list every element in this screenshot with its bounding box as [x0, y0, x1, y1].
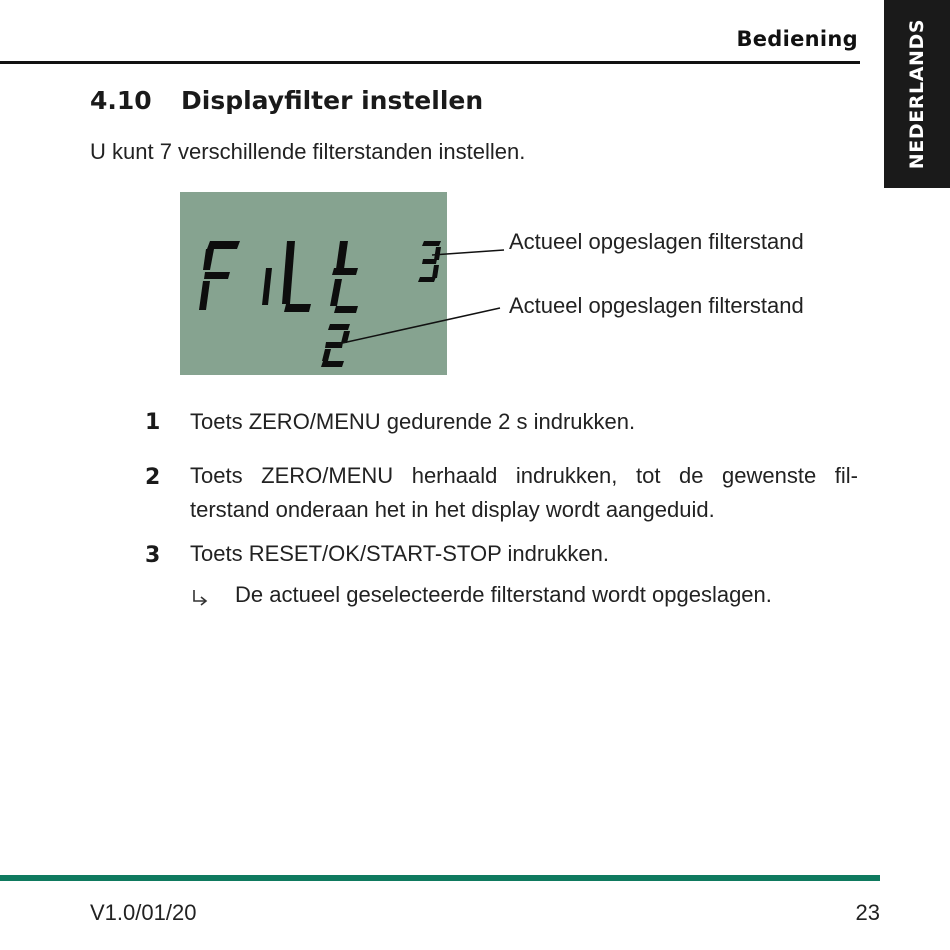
step-text-line: Toets ZERO/MENU herhaald indrukken, tot de gewenste fil-: [190, 463, 858, 488]
language-tab-label: NEDERLANDS: [906, 18, 928, 170]
result-arrow-icon: [190, 588, 212, 612]
lcd-screen: [180, 192, 447, 375]
section-number: 4.10: [90, 86, 152, 115]
step-number: 1: [145, 410, 161, 435]
result-text: De actueel geselecteerde filterstand wordt opgeslagen.: [235, 582, 772, 607]
footer-version: V1.0/01/20: [90, 900, 197, 925]
section-title: Displayfilter instellen: [181, 86, 484, 115]
step-number: 3: [145, 543, 161, 568]
header-title: Bediening: [736, 27, 858, 51]
callout-label-selected: Actueel opgeslagen filterstand: [509, 293, 804, 318]
page-number: 23: [855, 900, 880, 925]
intro-paragraph: U kunt 7 verschillende filterstanden instellen.: [90, 139, 526, 164]
lcd-display-illustration: [0, 0, 950, 400]
step-text: Toets RESET/OK/START-STOP indrukken.: [190, 541, 609, 566]
step-text-line: terstand onderaan het in het display wordt aangeduid.: [190, 497, 715, 522]
footer-divider: [0, 875, 880, 881]
step-text: [190, 459, 858, 527]
step-text: Toets ZERO/MENU gedurende 2 s indrukken.: [190, 409, 636, 434]
step-number: 2: [145, 465, 161, 490]
callout-label-stored: Actueel opgeslagen filterstand: [509, 229, 804, 254]
